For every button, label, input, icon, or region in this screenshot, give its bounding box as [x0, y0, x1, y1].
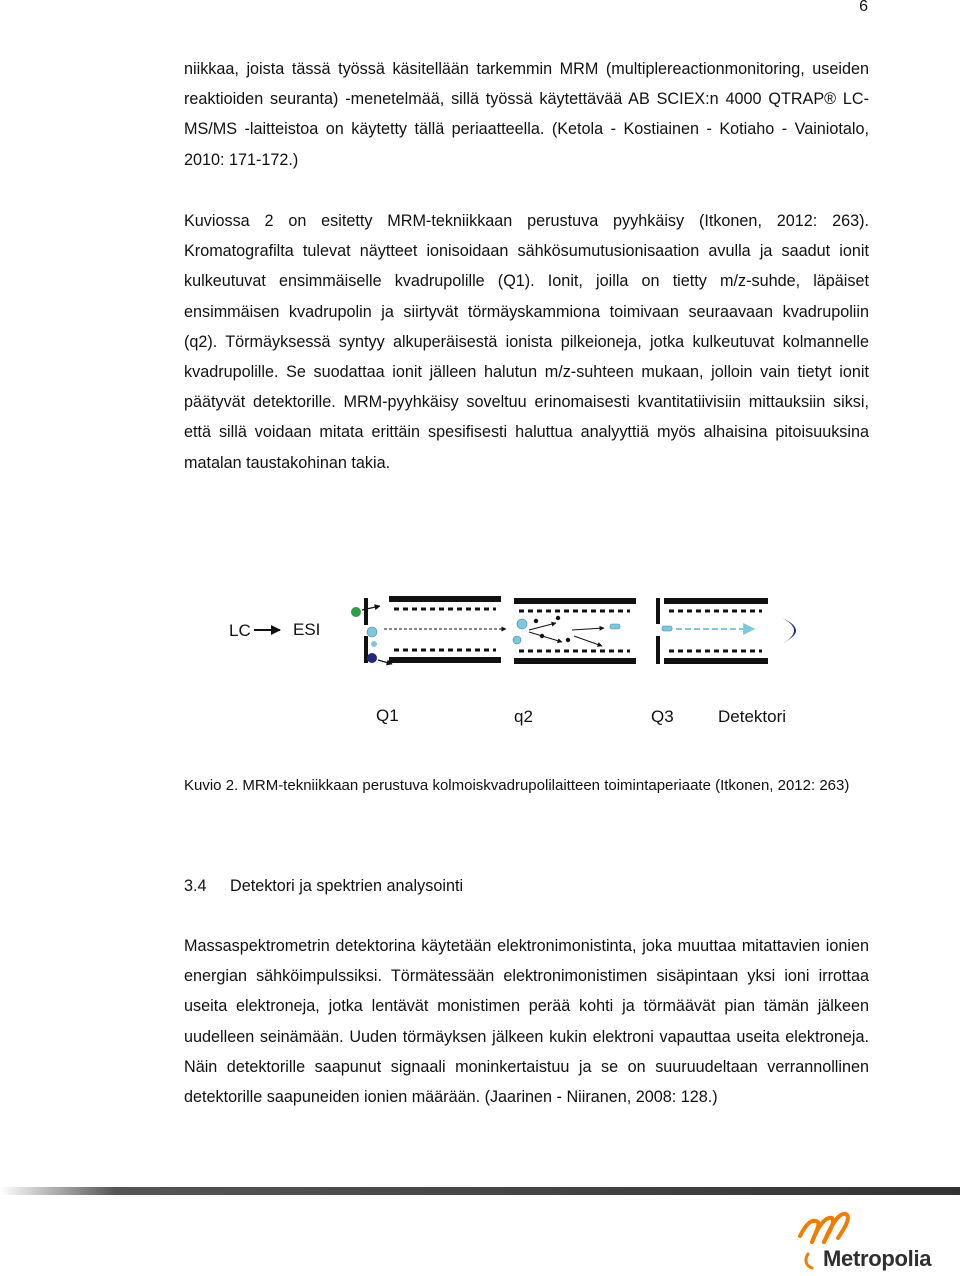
q2-product-ion [610, 624, 620, 629]
q2-rod-bottom-thick [514, 658, 636, 664]
q1-rod-top-thick [389, 596, 501, 602]
esi-plate-top [364, 598, 368, 625]
footer-divider [0, 1183, 960, 1199]
lc-label: LC [229, 621, 251, 640]
paragraph-3-text: Massaspektrometrin detektorina käytetään elektronimonistinta, joka muuttaa mitattavien ionien energian sähköimpulssiksi. Törmätessään elektronimonistimen sisäpintaan yksi ioni irrottaa useita elektroneja, jotka lentävät monistimen perää kohti ja törmäävät pian tämän jälkeen uudelleen seinämään. Uuden törmäyksen jälkeen kukin elektroni vapauttaa useita elektroneja. Näin detektorille saapunut signaali moninkertaistuu ja se on suuruudeltaan verrannollinen detektorille saapuneiden ionien määrään. (Jaarinen - Niiranen, 2008: 128.) [184, 937, 869, 1107]
q1-quadrupole [384, 596, 506, 663]
q2-rod-top-thick [514, 598, 636, 604]
q3-label: Q3 [651, 707, 674, 726]
q2-arrow-4 [574, 636, 602, 646]
q2-arrow-3 [572, 628, 604, 630]
paragraph-2 [184, 206, 869, 478]
q3-plate-bottom [656, 636, 660, 664]
paragraph-3 [184, 931, 869, 1112]
section-title: Detektori ja spektrien analysointi [230, 877, 464, 895]
mrm-diagram [184, 588, 864, 738]
q2-fragment-3 [556, 616, 560, 620]
page-number: 6 [859, 0, 868, 15]
q2-collision-cell [513, 598, 636, 664]
q2-label: q2 [514, 707, 533, 726]
q1-rod-bottom-thick [389, 657, 501, 663]
q2-arrow-1 [529, 623, 556, 630]
paragraph-1 [184, 54, 869, 175]
section-number: 3.4 [184, 877, 207, 895]
q3-ion [662, 626, 672, 631]
section-heading [184, 874, 463, 898]
q3-rod-top-thick [664, 598, 768, 604]
q3-rod-bottom-thick [664, 658, 768, 664]
q2-ion-2 [513, 636, 521, 644]
paragraph-1-text: niikkaa, joista tässä työssä käsitellään tarkemmin MRM (multiplereactionmonitoring, useiden reaktioiden seuranta) -menetelmää, sillä työssä käytettävää AB SCIEX:n 4000 QTRAP® LC-MS/MS -laitteistoa on käytetty tällä periaatteella. (Ketola - Kostiainen - Kotiaho - Vainiotalo, 2010: 171-172.) [184, 60, 869, 169]
ion-cyan [367, 627, 377, 637]
paragraph-2-text: Kuviossa 2 on esitetty MRM-tekniikkaan perustuva pyyhkäisy (Itkonen, 2012: 263). Kromatografilta tulevat näytteet ionisoidaan sähkösumutusionisaation avulla ja saadut ionit kulkeutuvat ensimmäiselle kvadrupolille (Q1). Ionit, joilla on tietty m/z-suhde, läpäiset ensimmäisen kvadrupolin ja siirtyvät törmäyskammiona toimivaan seuraavaan kvadrupoliin (q2). Törmäyksessä syntyy alkuperäisestä ionista pilkeioneja, jotka kulkeutuvat kolmannelle kvadrupolille. Se suodattaa ionit jälleen halutun m/z-suhteen mukaan, jolloin vain tietyt ionit päätyvät detektorille. MRM-pyyhkäisy soveltuu erinomaisesti kvantitatiivisiin mittauksiin siksi, että sillä voidaan mitata erittäin spesifisesti haluttua analyyttiä myös alhaisina pitoisuuksina matalan taustakohinan takia. [184, 212, 869, 472]
q2-fragment-4 [566, 638, 570, 642]
metropolia-logo-text: Metropolia [823, 1246, 932, 1271]
q2-fragment-1 [534, 619, 538, 623]
detector-icon [782, 618, 796, 644]
figure-caption [184, 771, 869, 800]
ion-cyan-small [371, 641, 377, 647]
q1-label: Q1 [376, 706, 399, 725]
figure-caption-text: Kuvio 2. MRM-tekniikkaan perustuva kolmoiskvadrupolilaitteen toimintaperiaate (Itkonen, 2012: 263) [184, 777, 850, 794]
q2-ion-1 [517, 619, 527, 629]
q3-plate-top [656, 598, 660, 624]
q2-arrow-2 [529, 632, 562, 642]
detector-label: Detektori [718, 707, 787, 726]
ion-navy [367, 653, 377, 663]
ion-green [351, 607, 361, 617]
esi-label: ESI [293, 620, 321, 639]
q3-quadrupole [656, 598, 768, 664]
